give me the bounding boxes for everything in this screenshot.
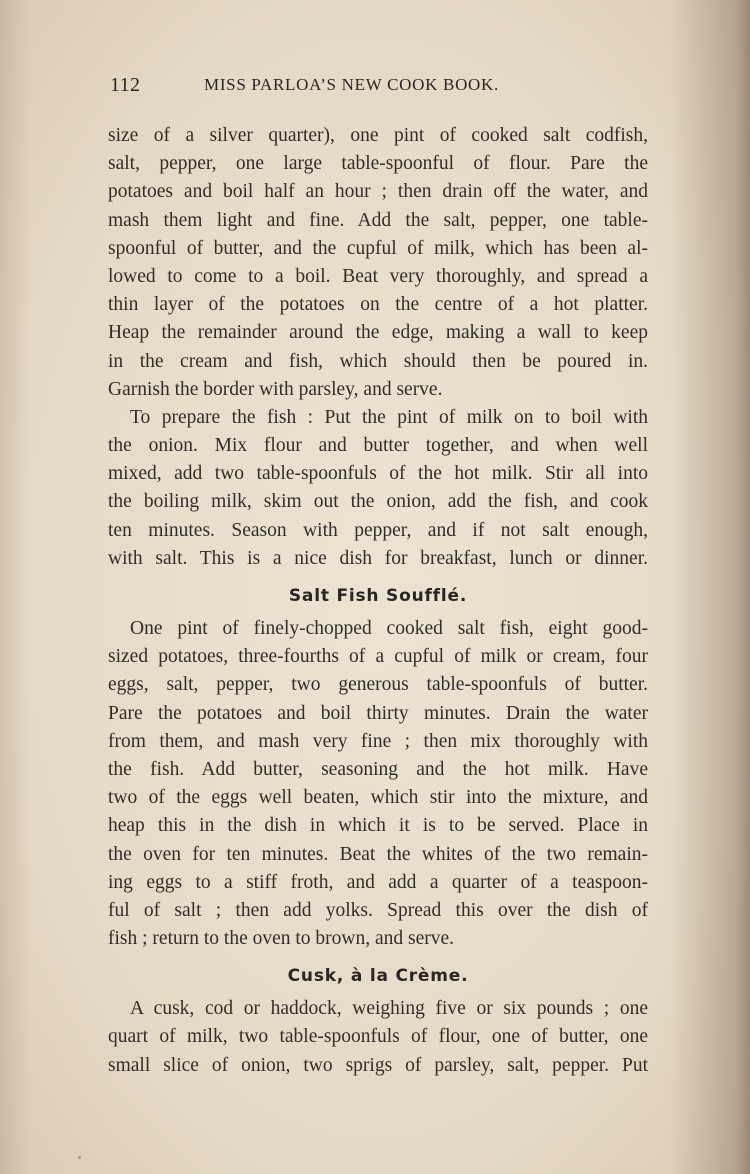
text-line: fish ; return to the oven to brown, and serve. xyxy=(108,928,455,950)
recipe-heading: Salt Fish Soufflé. xyxy=(288,586,468,606)
text-line: sized potatoes, three-fourths of a cupful of milk or cream, four xyxy=(108,646,648,668)
page-number: 112 xyxy=(110,74,141,96)
text-line: mash them light and fine. Add the salt, pepper, one table- xyxy=(108,209,648,231)
text-line: spoonful of butter, and the cupful of milk, which has been al- xyxy=(108,237,648,259)
text-line: thin layer of the potatoes on the centre of a hot platter. xyxy=(108,294,648,316)
text-line: eggs, salt, pepper, two generous table-spoonfuls of butter. xyxy=(108,674,648,696)
text-line: lowed to come to a boil. Beat very thoroughly, and spread a xyxy=(108,265,648,287)
text-line: small slice of onion, two sprigs of parsley, salt, pepper. Put xyxy=(108,1054,648,1076)
text-line: ing eggs to a stiff froth, and add a quarter of a teaspoon- xyxy=(108,871,648,893)
text-line: Heap the remainder around the edge, making a wall to keep xyxy=(108,322,648,344)
text-line: quart of milk, two table-spoonfuls of flour, one of butter, one xyxy=(108,1026,648,1048)
recipe-heading: Cusk, à la Crème. xyxy=(287,966,469,987)
text-line: heap this in the dish in which it is to be served. Place in xyxy=(108,815,648,837)
text-line: two of the eggs well beaten, which stir into the mixture, and xyxy=(108,787,648,809)
text-line: the boiling milk, skim out the onion, add the fish, and cook xyxy=(108,491,648,513)
running-head xyxy=(108,74,648,104)
text-line: potatoes and boil half an hour ; then drain off the water, and xyxy=(108,181,648,203)
paragraph-continuation xyxy=(108,122,648,404)
text-line: Garnish the border with parsley, and serve. xyxy=(108,378,443,400)
text-line: the oven for ten minutes. Beat the whites of the two remain- xyxy=(108,843,648,865)
text-line: salt, pepper, one large table-spoonful of flour. Pare the xyxy=(108,153,648,175)
text-line: size of a silver quarter), one pint of cooked salt codfish, xyxy=(108,125,648,146)
text-line: ful of salt ; then add yolks. Spread this over the dish of xyxy=(108,899,648,921)
text-line: mixed, add two table-spoonfuls of the hot milk. Stir all into xyxy=(108,463,648,485)
text-line: One pint of finely-chopped cooked salt fish, eight good- xyxy=(130,618,648,639)
text-line: with salt. This is a nice dish for breakfast, lunch or dinner. xyxy=(108,547,648,569)
text-line: ten minutes. Season with pepper, and if not salt enough, xyxy=(108,519,648,541)
page-body xyxy=(108,122,648,1080)
paragraph-prepare-fish xyxy=(108,404,648,573)
text-line: from them, and mash very fine ; then mix thoroughly with xyxy=(108,730,648,752)
text-line: To prepare the fish : Put the pint of milk on to boil with xyxy=(130,406,648,428)
running-title: MISS PARLOA’S NEW COOK BOOK. xyxy=(204,75,499,94)
text-line: Pare the potatoes and boil thirty minutes. Drain the water xyxy=(108,702,648,724)
text-line: the onion. Mix flour and butter together, and when well xyxy=(108,435,648,457)
recipe-cusk-a-la-creme xyxy=(108,959,648,1080)
text-line: in the cream and fish, which should then be poured in. xyxy=(108,350,648,372)
recipe-salt-fish-souffle xyxy=(108,579,648,953)
text-line: the fish. Add butter, seasoning and the hot milk. Have xyxy=(108,758,648,780)
text-line: A cusk, cod or haddock, weighing five or six pounds ; one xyxy=(130,998,648,1020)
paper-speck xyxy=(78,1156,81,1159)
